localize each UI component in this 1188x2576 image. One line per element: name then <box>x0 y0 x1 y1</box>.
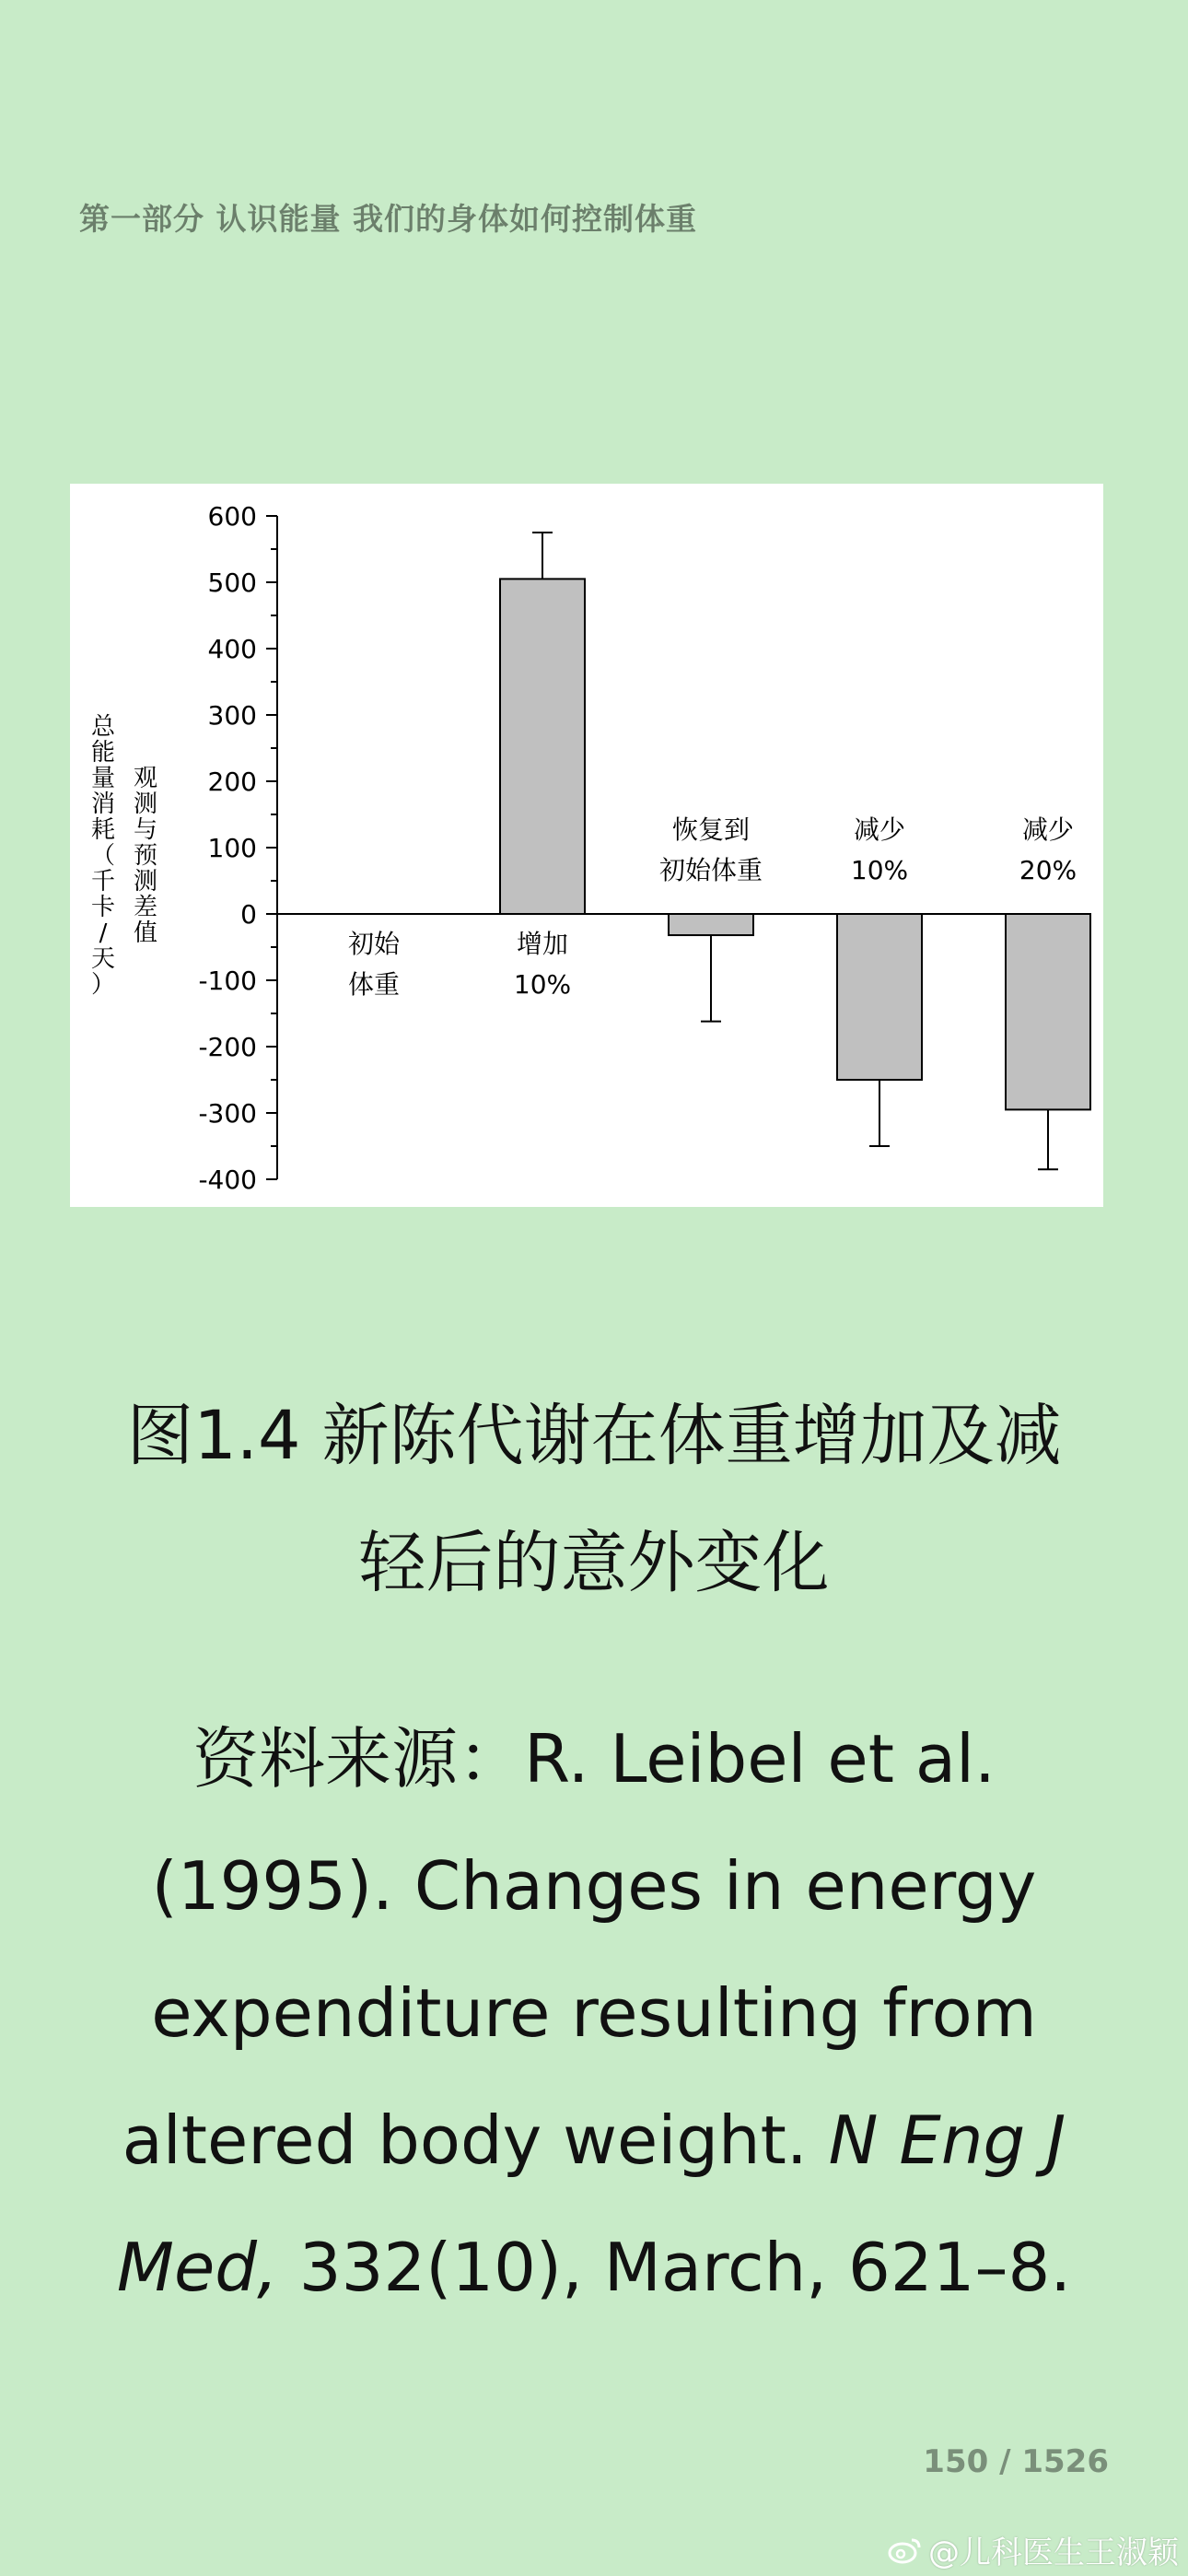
source-line-2: (1995). Changes in energy <box>151 1847 1037 1925</box>
bar <box>1006 914 1090 1109</box>
source-journal-cont: Med, <box>116 2229 278 2306</box>
y-tick-label: 600 <box>207 501 257 532</box>
category-label: 20% <box>1019 855 1077 885</box>
category-label: 10% <box>513 969 572 1000</box>
caption-line-2: 轻后的意外变化 <box>358 1524 830 1602</box>
y-axis-subtitle: 观测与预测差值 <box>133 765 158 947</box>
source-citation: 332(10), March, 621–8. <box>277 2229 1072 2306</box>
bar <box>500 579 585 914</box>
source-journal: N Eng J <box>828 2102 1066 2179</box>
chapter-header: 第一部分 认识能量 我们的身体如何控制体重 <box>79 201 697 237</box>
source-line-3: expenditure resulting from <box>151 1974 1037 2052</box>
bar <box>837 914 922 1080</box>
y-tick-label: 200 <box>207 767 257 797</box>
y-tick-label: 300 <box>207 700 257 731</box>
caption-line-1: 图1.4 新陈代谢在体重增加及减 <box>126 1397 1062 1475</box>
y-tick-label: -300 <box>198 1098 257 1129</box>
figure-source <box>74 1695 1114 2331</box>
source-line-5 <box>74 2204 1114 2331</box>
category-label: 10% <box>850 855 909 885</box>
page-indicator: 150 / 1526 <box>923 2443 1109 2480</box>
category-label: 初始 <box>347 929 401 959</box>
bar <box>669 914 753 935</box>
category-label: 初始体重 <box>658 855 763 885</box>
weibo-icon <box>888 2536 923 2564</box>
y-tick-label: 400 <box>207 634 257 664</box>
y-tick-label: 0 <box>240 899 257 930</box>
y-tick-label: 500 <box>207 568 257 598</box>
source-line-4 <box>74 2077 1114 2204</box>
category-label: 体重 <box>347 969 401 1000</box>
y-tick-label: -400 <box>198 1165 257 1195</box>
figure-caption <box>55 1373 1133 1627</box>
weibo-watermark <box>888 2527 1179 2572</box>
category-label: 增加 <box>516 929 569 959</box>
category-label: 减少 <box>853 814 906 845</box>
category-label: 恢复到 <box>671 814 751 845</box>
category-label: 减少 <box>1021 814 1075 845</box>
y-tick-label: -100 <box>198 966 257 996</box>
watermark-text: @儿科医生王淑颖 <box>928 2535 1179 2571</box>
source-line-1: 资料来源：R. Leibel et al. <box>192 1720 996 1797</box>
source-text: altered body weight. <box>122 2102 829 2179</box>
y-tick-label: 100 <box>207 833 257 863</box>
chart-figure <box>70 484 1103 1207</box>
y-tick-label: -200 <box>198 1032 257 1062</box>
bar-chart <box>70 484 1103 1207</box>
y-axis-title: 总能量消耗（千卡/天） <box>90 713 116 999</box>
